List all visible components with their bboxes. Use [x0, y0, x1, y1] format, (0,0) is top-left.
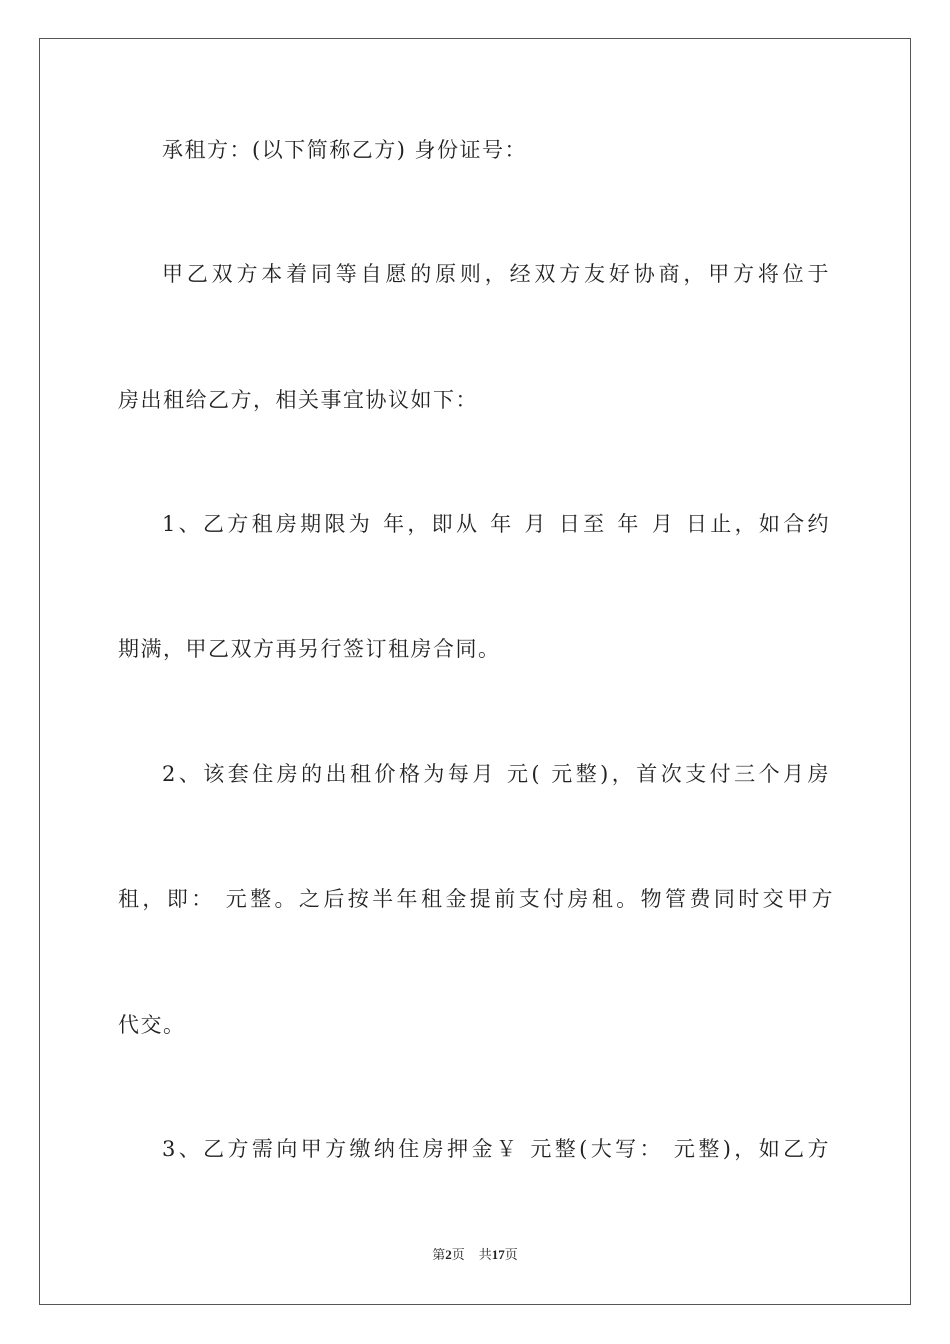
page-suffix: 页	[451, 1247, 465, 1262]
total-pages: 17	[491, 1247, 505, 1262]
text-line-clause-1-cont: 期满，甲乙双方再另行签订租房合同。	[118, 637, 501, 661]
page-number: 2	[445, 1247, 452, 1262]
text-line-clause-2-end: 代交。	[118, 1013, 186, 1037]
text-line-clause-3: 3、乙方需向甲方缴纳住房押金￥ 元整(大写： 元整)，如乙方	[162, 1137, 830, 1161]
text-line-intro: 甲乙双方本着同等自愿的原则，经双方友好协商，甲方将位于	[162, 262, 830, 286]
page-prefix: 第	[432, 1247, 446, 1262]
total-prefix: 共	[478, 1247, 492, 1262]
page-footer	[0, 1246, 950, 1264]
page-border	[39, 38, 911, 1305]
total-suffix: 页	[504, 1247, 518, 1262]
text-line-intro-cont: 房出租给乙方，相关事宜协议如下：	[118, 388, 478, 412]
text-line-clause-1: 1、乙方租房期限为 年，即从 年 月 日至 年 月 日止，如合约	[162, 512, 830, 536]
text-line-clause-2-cont: 租，即： 元整。之后按半年租金提前支付房租。物管费同时交甲方	[118, 887, 834, 911]
text-line-clause-2: 2、该套住房的出租价格为每月 元( 元整)，首次支付三个月房	[162, 762, 830, 786]
text-line-lessee: 承租方：(以下简称乙方) 身份证号：	[162, 138, 528, 162]
